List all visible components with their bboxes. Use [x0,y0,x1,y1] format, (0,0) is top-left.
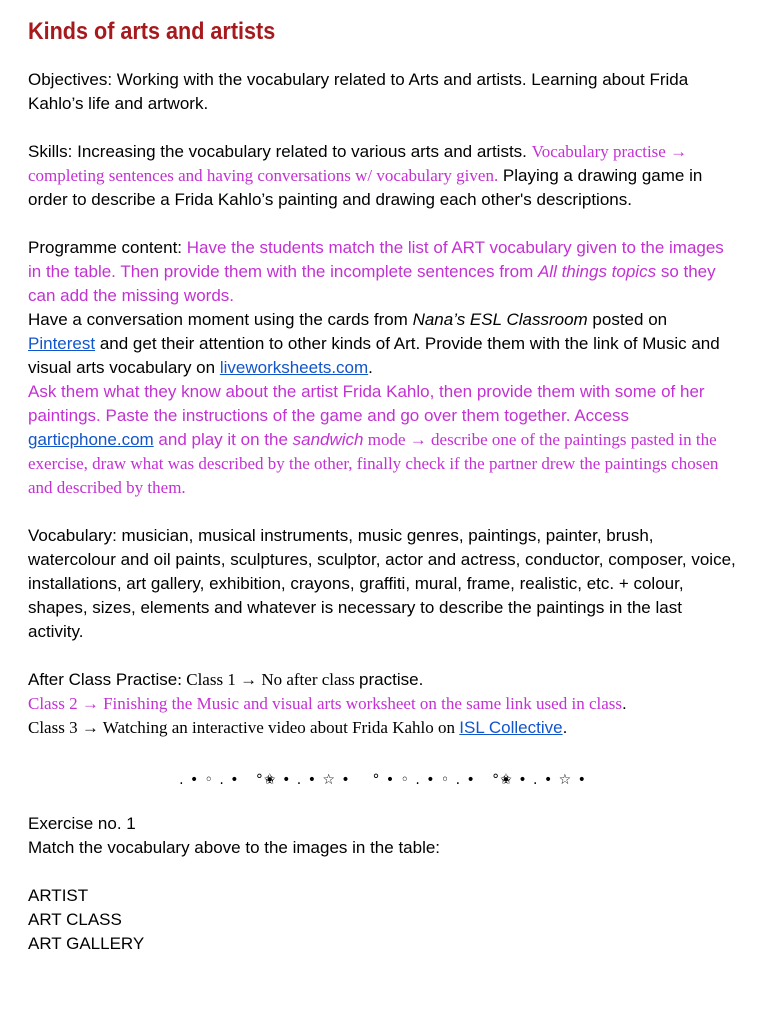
objectives-paragraph: Objectives: Working with the vocabulary related to Arts and artists. Learning about Frida Kahlo’s life and artwork. [28,70,689,113]
conversation-text: Have a conversation moment using the cards from [28,310,413,329]
programme-paragraph-1 [28,236,738,308]
pinterest-link[interactable]: Pinterest [28,334,96,353]
class-3-text: Class 3 → Watching an interactive video about Frida Kahlo on [28,718,460,737]
class-2-end: . [622,694,627,713]
decorative-star-divider: . • ◦ . • °✬ • . • ☆ • ° • ◦ . • ◦ . • °✬ • . • ☆ • [179,772,587,788]
programme-missing-words-text: so they can add the missing words. [28,262,716,305]
mode-description: mode → describe one of the paintings pasted in the exercise, draw what was described by the other, finally check if the partner drew the paintings chosen and described by them. [28,430,719,497]
sandwich-mode: sandwich [292,430,364,449]
posted-on-text: posted on [587,310,668,329]
period: . [368,358,373,377]
programme-match-text: Have the students match the list of ART vocabulary given to the images in the table. Then provide them with the incomplete sentences from [28,238,724,281]
spacer [28,644,738,668]
skills-lead: Skills: Increasing the vocabulary related to various arts and artists. [28,142,532,161]
nanas-esl-classroom: Nana’s ESL Classroom [412,310,588,329]
skills-paragraph [28,140,738,212]
skills-drawing-game: Playing a drawing game in order to describe a Frida Kahlo’s painting and drawing each other's descriptions. [28,166,703,209]
liveworksheets-link[interactable]: liveworksheets.com [219,358,369,377]
spacer [28,212,738,236]
after-class-line-2 [28,692,738,716]
garticphone-link[interactable]: garticphone.com [28,430,154,449]
class-1-tail: practise. [359,670,424,689]
class-2-text: Class 2 → Finishing the Music and visual arts worksheet on the same link used in class [28,694,622,713]
exercise-item: ART CLASS [28,910,122,929]
exercise-item: ART GALLERY [28,934,145,953]
programme-source-all-things-topics: All things topics [537,262,657,281]
class-3-end: . [562,718,568,737]
attention-text: and get their attention to other kinds of Art. Provide them with the link of Music and visual arts vocabulary on [28,334,720,377]
spacer [28,48,738,68]
play-it-text: and play it on the [153,430,293,449]
after-class-line-3 [28,716,738,740]
vocabulary-paragraph: Vocabulary: musician, musical instruments, music genres, paintings, painter, brush, watercolour and oil paints, sculptures, sculptor, actor and actress, conductor, composer, voice, installations, art gallery, exhibition, crayons, graffiti, mural, frame, realistic, etc. + colour, shapes, sizes, elements and whatever is necessary to describe the paintings in the last activity. [28,526,736,641]
page-title: Kinds of arts and artists [28,18,276,45]
spacer [28,794,738,812]
after-class-line-1 [28,668,738,692]
spacer [28,500,738,524]
exercise-item: ARTIST [28,886,89,905]
exercise-heading: Exercise no. 1 [28,814,136,833]
after-class-lead: After Class Practise [28,670,178,689]
frida-kahlo-text: Ask them what they know about the artist Frida Kahlo, then provide them with some of her paintings. Paste the instructions of the game and go over them together. Access [28,382,705,425]
programme-paragraph-3 [28,380,738,500]
programme-lead: Programme content: [28,238,187,257]
spacer [28,860,738,884]
exercise-instruction: Match the vocabulary above to the images in the table: [28,838,441,857]
skills-vocabulary-practise: Vocabulary practise → completing sentences and having conversations w/ vocabulary given. [28,142,688,185]
isl-collective-link[interactable]: ISL Collective [459,718,563,737]
spacer [28,116,738,140]
programme-paragraph-2 [28,308,738,380]
class-1-text: : Class 1 → No after class [177,670,360,689]
